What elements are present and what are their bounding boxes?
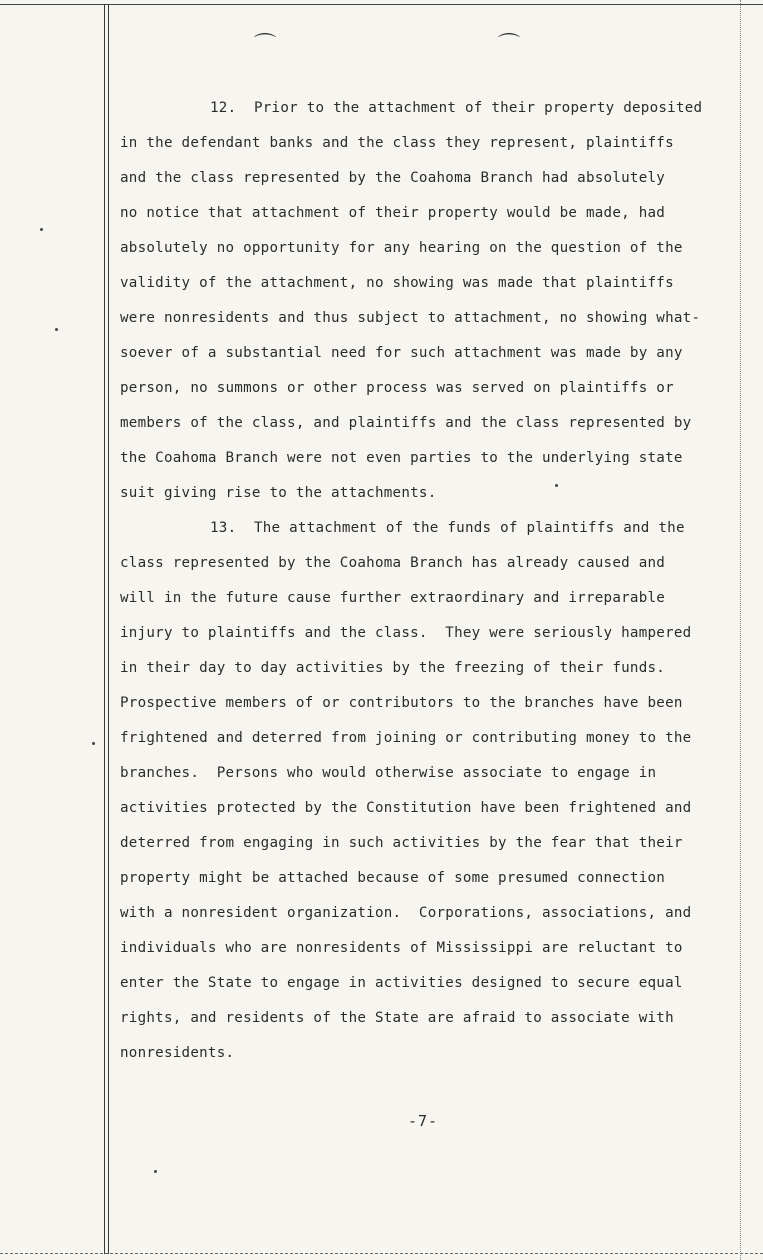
scan-speck [154,1170,157,1173]
text-line: person, no summons or other process was served on plaintiffs or [120,380,674,396]
paragraph-12 [120,96,735,516]
text-line: absolutely no opportunity for any hearing on the question of the [120,240,683,256]
paragraph-13 [120,516,735,1076]
text-line: injury to plaintiffs and the class. They were seriously hampered [120,625,692,641]
text-line: frightened and deterred from joining or contributing money to the [120,730,692,746]
text-line: class represented by the Coahoma Branch has already caused and [120,555,666,571]
text-line: nonresidents. [120,1045,235,1061]
paragraph-number: 13. [210,520,237,536]
paragraph-number: 12. [210,100,237,116]
text-line: property might be attached because of some presumed connection [120,870,666,886]
text-line: activities protected by the Constitution have been frightened and [120,800,692,816]
text-line: soever of a substantial need for such attachment was made by any [120,345,683,361]
text-line: were nonresidents and thus subject to attachment, no showing what- [120,310,701,326]
left-margin-line [104,4,105,1254]
text-line: rights, and residents of the State are afraid to associate with [120,1010,674,1026]
text-line: no notice that attachment of their property would be made, had [120,205,666,221]
text-line: the Coahoma Branch were not even parties to the underlying state [120,450,683,466]
left-margin-line-inner [108,4,109,1254]
top-border [0,4,763,5]
text-line: with a nonresident organization. Corporations, associations, and [120,905,692,921]
text-line: validity of the attachment, no showing was made that plaintiffs [120,275,674,291]
text-line: enter the State to engage in activities designed to secure equal [120,975,683,991]
text-line: deterred from engaging in such activities by the fear that their [120,835,683,851]
page-number: -7- [408,1112,439,1130]
text-line: Prospective members of or contributors to the branches have been [120,695,683,711]
scan-speck [92,742,95,745]
text-line: and the class represented by the Coahoma Branch had absolutely [120,170,666,186]
scan-mark: ⌒ [254,33,277,58]
body-text [120,96,735,1076]
text-line: individuals who are nonresidents of Mississippi are reluctant to [120,940,683,956]
paragraph-first-line: 13. The attachment of the funds of plaintiffs and the [210,520,685,536]
text-line: will in the future cause further extraordinary and irreparable [120,590,666,606]
text-line: branches. Persons who would otherwise associate to engage in [120,765,657,781]
scan-mark: ⌒ [498,33,521,58]
text-line: members of the class, and plaintiffs and the class represented by [120,415,692,431]
text-line: in their day to day activities by the freezing of their funds. [120,660,666,676]
text-line: in the defendant banks and the class they represent, plaintiffs [120,135,674,151]
scan-speck [40,228,43,231]
paragraph-first-line: 12. Prior to the attachment of their property deposited [210,100,703,116]
bottom-edge-line [0,1253,763,1254]
right-edge-line [740,0,741,1260]
scan-speck [55,328,58,331]
text-line: suit giving rise to the attachments. [120,485,437,501]
